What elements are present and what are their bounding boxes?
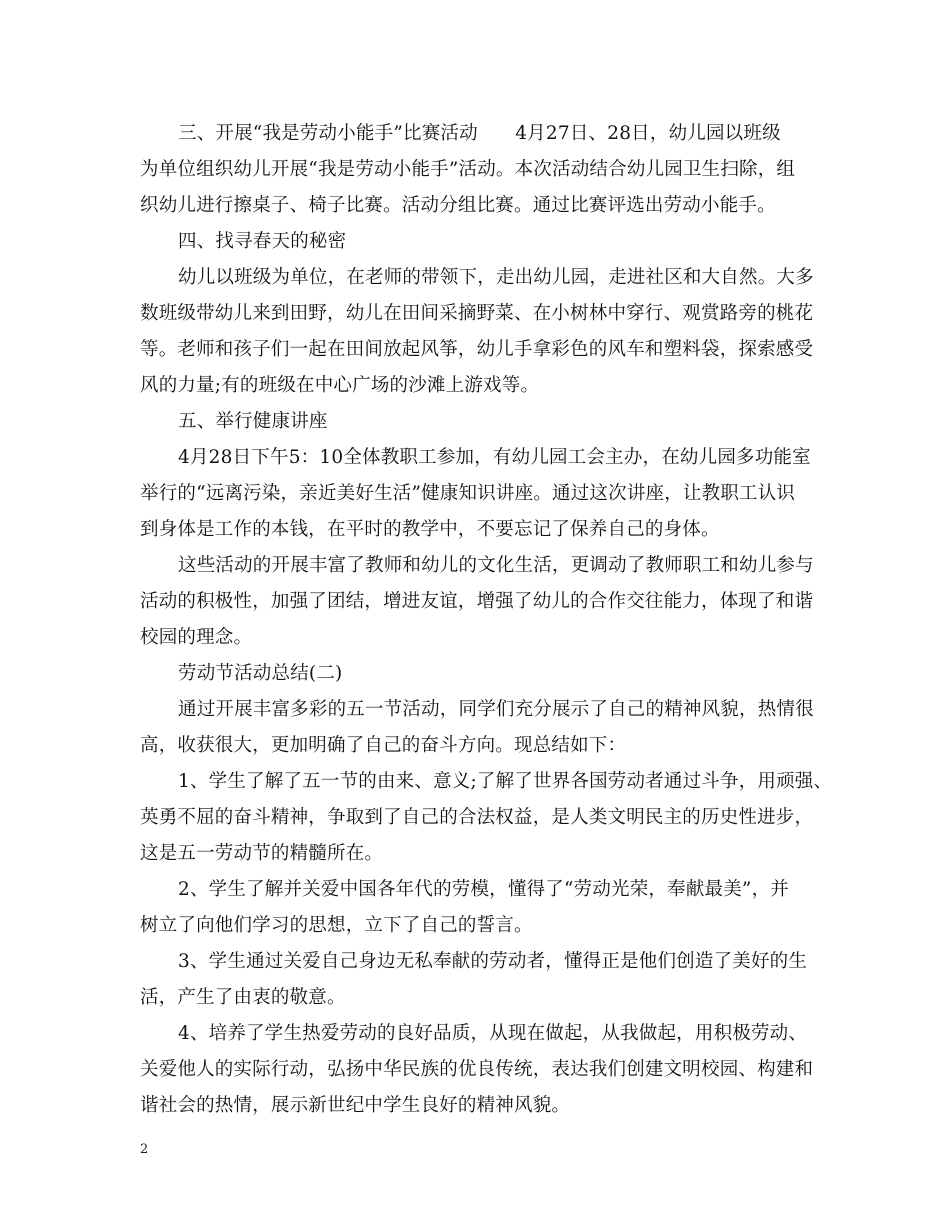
list-item-1-line-3: 这是五一劳动节的精髓所在。 [140,843,384,864]
text-line-12: 到身体是工作的本钱，在平时的教学中，不要忘记了保养自己的身体。 [140,519,720,540]
text-line-7: 等。老师和孩子们一起在田间放起风筝，幼儿手拿彩色的风车和塑料袋，探索感受 [140,339,814,360]
text-line-11: 举行的“远离污染，亲近美好生活”健康知识讲座。通过这次讲座，让教职工认识 [140,483,796,504]
section-title-summary-2: 劳动节活动总结(二) [178,663,343,684]
text-line-5: 幼儿以班级为单位，在老师的带领下，走出幼儿园，走进社区和大自然。大多 [178,267,814,288]
list-item-3-line-1: 3、学生通过关爱自己身边无私奉献的劳动者，懂得正是他们创造了美好的生 [178,951,808,972]
text-line-8: 风的力量;有的班级在中心广场的沙滩上游戏等。 [140,375,540,396]
text-line-18: 高，收获很大，更加明确了自己的奋斗方向。现总结如下： [140,735,627,756]
section-heading-4: 四、找寻春天的秘密 [178,231,347,252]
text-line-6: 数班级带幼儿来到田野，幼儿在田间采摘野菜、在小树林中穿行、观赏路旁的桃花 [140,303,814,324]
text-line-1: 三、开展“我是劳动小能手”比赛活动 4月27日、28日，幼儿园以班级 [178,123,781,144]
text-line-10: 4月28日下午5：10全体教职工参加，有幼儿园工会主办，在幼儿园多功能室 [178,447,811,468]
list-item-1-line-1: 1、学生了解了五一节的由来、意义;了解了世界各国劳动者通过斗争，用顽强、 [178,771,833,792]
list-item-4-line-1: 4、培养了学生热爱劳动的良好品质，从现在做起，从我做起，用积极劳动、 [178,1023,808,1044]
list-item-2-line-2: 树立了向他们学习的思想，立下了自己的誓言。 [140,915,533,936]
section-heading-5: 五、举行健康讲座 [178,411,328,432]
text-line-14: 活动的积极性，加强了团结，增进友谊，增强了幼儿的合作交往能力，体现了和谐 [140,591,814,612]
list-item-1-line-2: 英勇不屈的奋斗精神，争取到了自己的合法权益，是人类文明民主的历史性进步， [140,807,814,828]
list-item-4-line-2: 关爱他人的实际行动，弘扬中华民族的优良传统，表达我们创建文明校园、构建和 [140,1059,814,1080]
list-item-3-line-2: 活，产生了由衷的敬意。 [140,987,346,1008]
text-line-15: 校园的理念。 [140,627,253,648]
text-line-17: 通过开展丰富多彩的五一节活动，同学们充分展示了自己的精神风貌，热情很 [178,699,814,720]
text-line-13: 这些活动的开展丰富了教师和幼儿的文化生活，更调动了教师职工和幼儿参与 [178,555,814,576]
text-line-3: 织幼儿进行擦桌子、椅子比赛。活动分组比赛。通过比赛评选出劳动小能手。 [140,195,776,216]
list-item-2-line-1: 2、学生了解并关爱中国各年代的劳模，懂得了“劳动光荣，奉献最美”，并 [178,879,789,900]
list-item-4-line-3: 谐社会的热情，展示新世纪中学生良好的精神风貌。 [140,1095,571,1116]
text-line-2: 为单位组织幼儿开展“我是劳动小能手”活动。本次活动结合幼儿园卫生扫除，组 [140,159,796,180]
page-number: 2 [140,1142,149,1157]
